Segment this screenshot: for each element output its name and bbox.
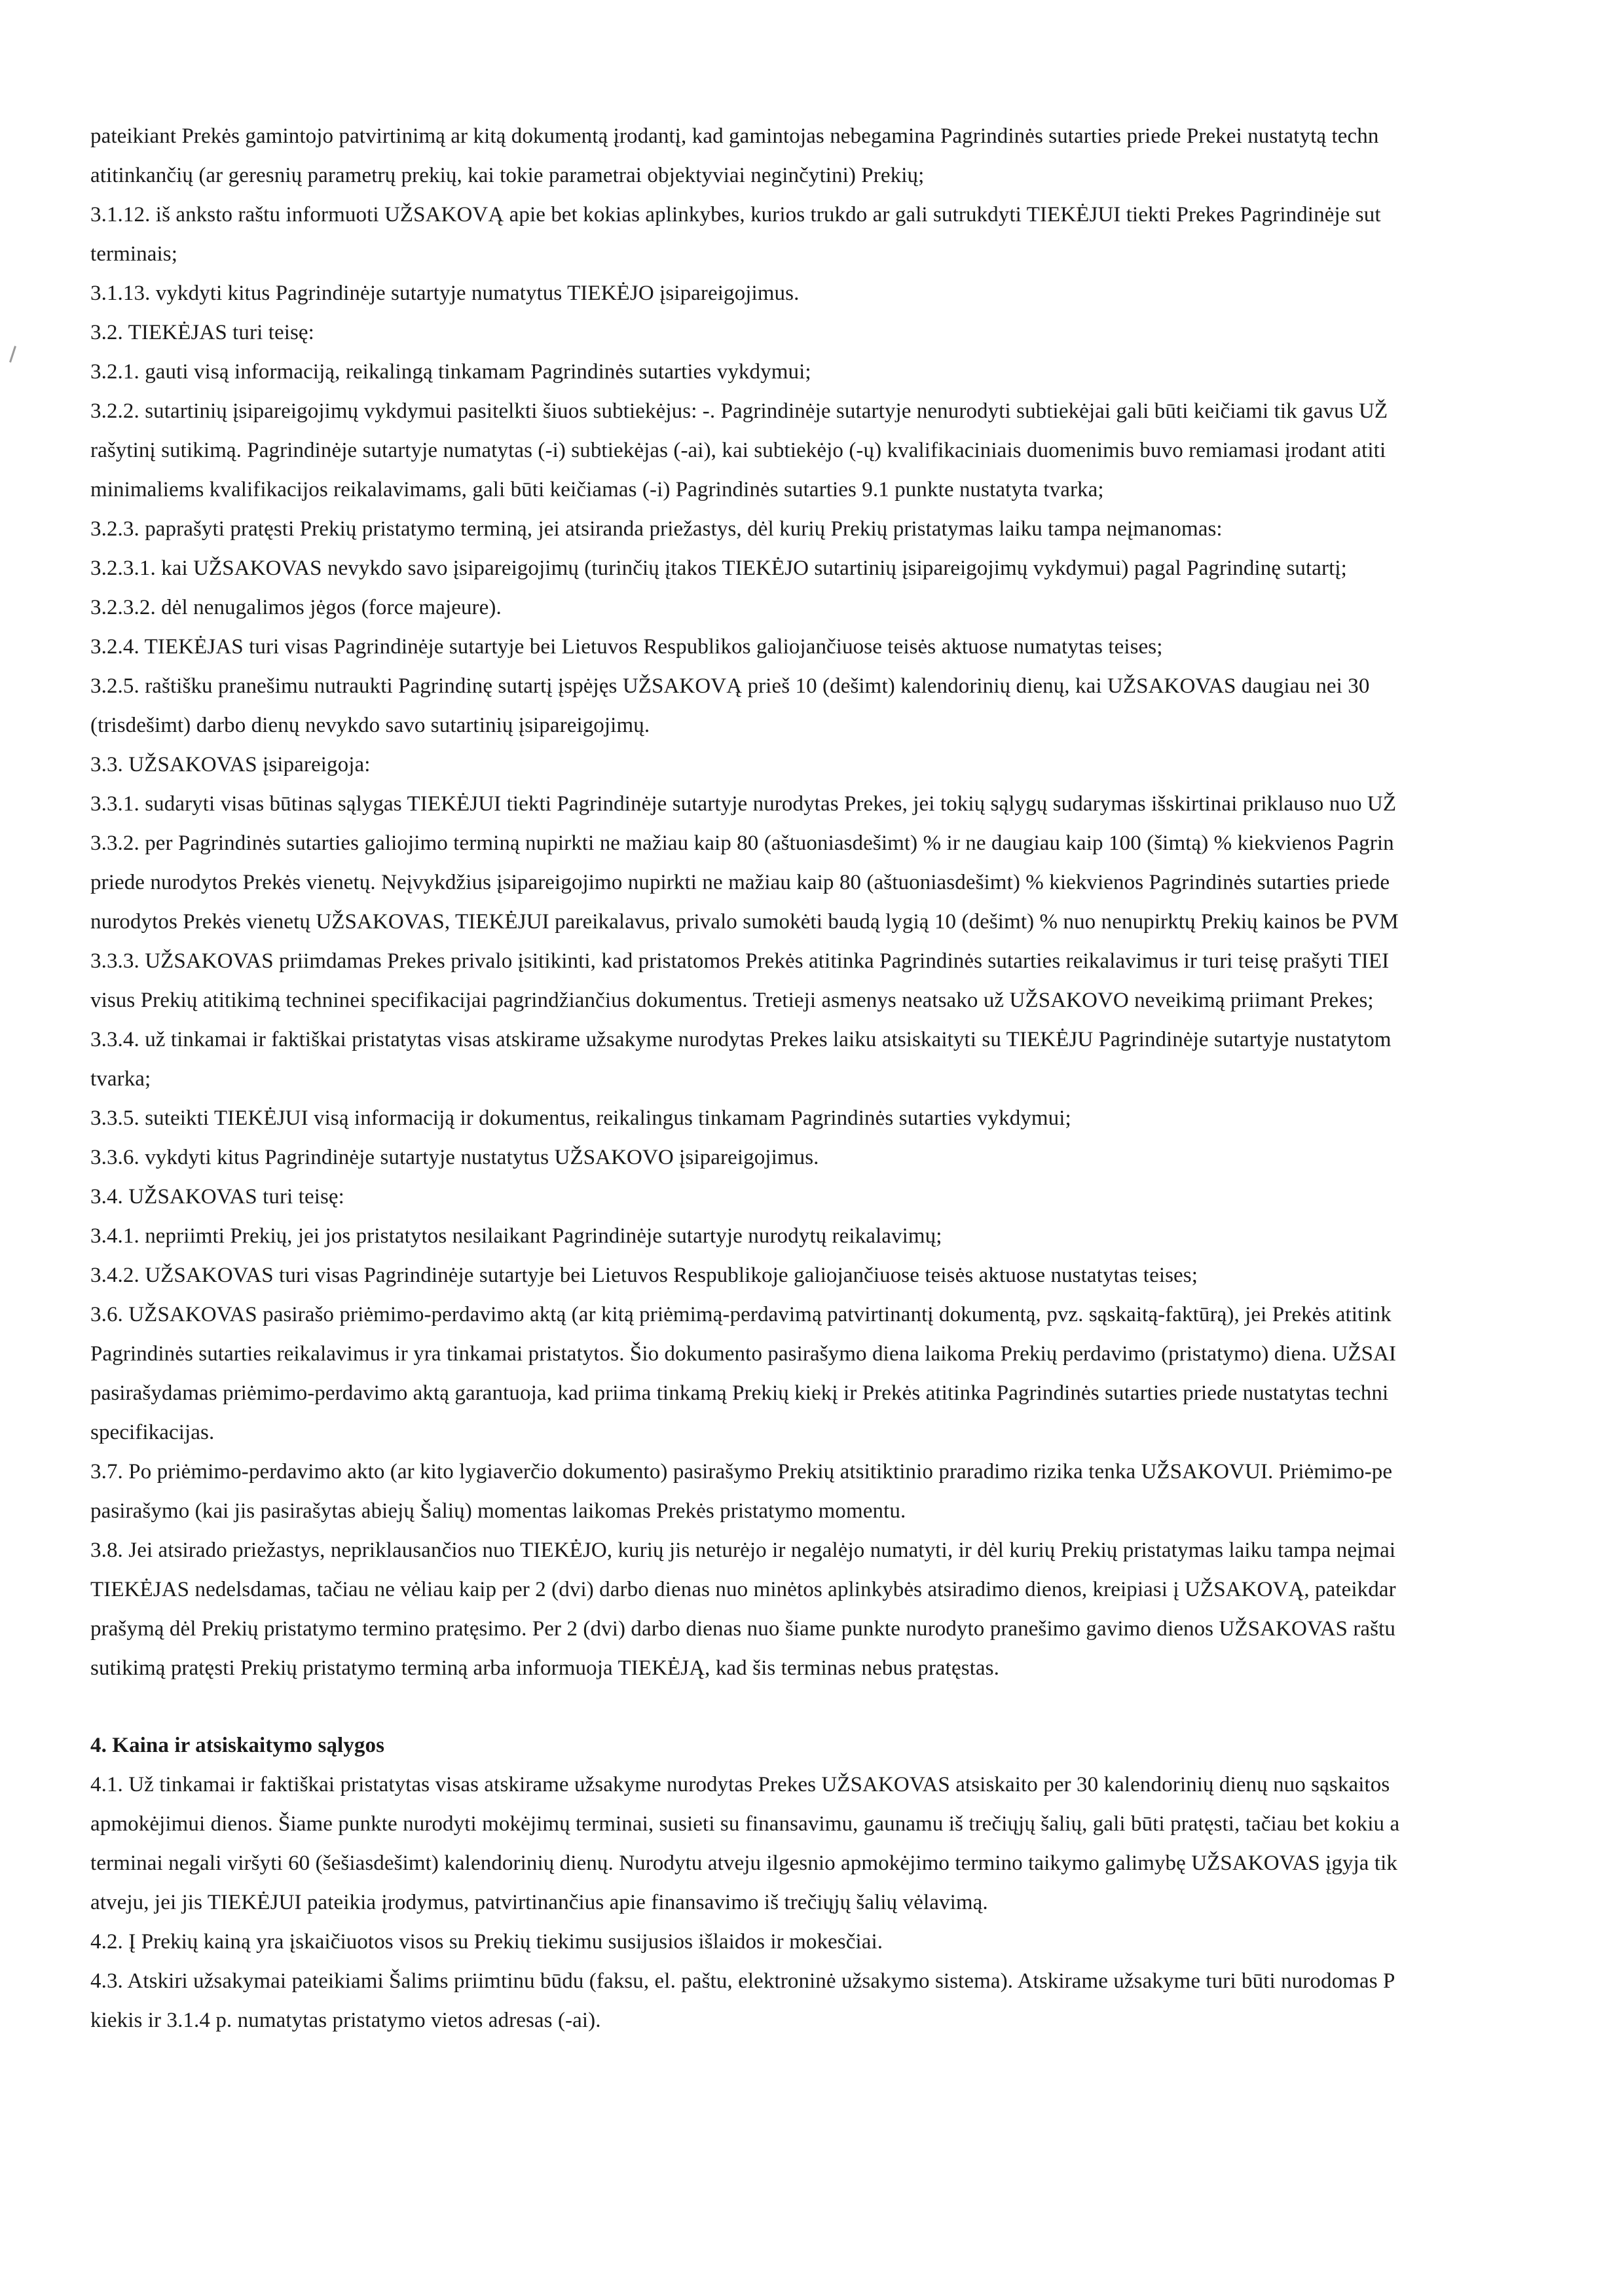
text-line: 3.2.1. gauti visą informaciją, reikalingą tinkamam Pagrindinės sutarties vykdymui; — [90, 360, 811, 384]
text-line: 3.2.2. sutartinių įsipareigojimų vykdymui pasitelkti šiuos subtiekėjus: -. Pagrindinėje sutartyje nenurodyti subtiekėjai gali būti keičiami tik gavus UŽ — [90, 399, 1388, 423]
text-line: sutikimą pratęsti Prekių pristatymo terminą arba informuoja TIEKĖJĄ, kad šis terminas nebus pratęstas. — [90, 1656, 999, 1680]
section-gap — [90, 1688, 1624, 1726]
text-line: pateikiant Prekės gamintojo patvirtinimą ar kitą dokumentą įrodantį, kad gamintojas nebegamina Pagrindinės sutarties priede Prekei nustatytą techn — [90, 124, 1379, 148]
text-line: 3.4. UŽSAKOVAS turi teisę: — [90, 1185, 344, 1209]
text-line: nurodytos Prekės vienetų UŽSAKOVAS, TIEKĖJUI pareikalavus, privalo sumokėti baudą lygią 10 (dešimt) % nuo nenupirktų Prekių kainos be PVM — [90, 910, 1399, 934]
text-line: apmokėjimui dienos. Šiame punkte nurodyti mokėjimų terminai, susieti su finansavimu, gaunamu iš trečiųjų šalių, gali būti pratęsti, tačiau bet kokiu a — [90, 1812, 1400, 1836]
text-line: Pagrindinės sutarties reikalavimus ir yra tinkamai pristatytos. Šio dokumento pasirašymo diena laikoma Prekių perdavimo (pristatymo) diena. UŽSAI — [90, 1342, 1397, 1366]
text-line: 4.1. Už tinkamai ir faktiškai pristatytas visas atskirame užsakyme nurodytas Prekes UŽSAKOVAS atsiskaito per 30 kalendorinių dienų nuo sąskaitos — [90, 1773, 1390, 1796]
text-line: 3.2.5. raštišku pranešimu nutraukti Pagrindinę sutartį įspėjęs UŽSAKOVĄ prieš 10 (dešimt) kalendorinių dienų, kai UŽSAKOVAS daugiau nei 30 — [90, 674, 1370, 698]
text-line: 3.2.3. paprašyti pratęsti Prekių pristatymo terminą, jei atsiranda priežastys, dėl kurių Prekių pristatymas laiku tampa neįmanomas: — [90, 517, 1223, 541]
text-line: 3.2. TIEKĖJAS turi teisę: — [90, 321, 314, 344]
scan-mark — [9, 346, 16, 363]
text-line: 4.2. Į Prekių kainą yra įskaičiuotos visos su Prekių tiekimu susijusios išlaidos ir mokesčiai. — [90, 1930, 883, 1954]
text-line: specifikacijas. — [90, 1421, 215, 1444]
text-line: 3.3.2. per Pagrindinės sutarties galiojimo terminą nupirkti ne mažiau kaip 80 (aštuoniasdešimt) % ir ne daugiau kaip 100 (šimtą) % kiekvienos Pagrin — [90, 831, 1394, 855]
text-line: 3.1.12. iš anksto raštu informuoti UŽSAKOVĄ apie bet kokias aplinkybes, kurios trukdo ar gali sutrukdyti TIEKĖJUI tiekti Prekes Pagrindinėje sut — [90, 203, 1381, 227]
text-line: 3.2.4. TIEKĖJAS turi visas Pagrindinėje sutartyje bei Lietuvos Respublikos galiojančiuose teisės aktuose numatytas teises; — [90, 635, 1163, 659]
text-line: rašytinį sutikimą. Pagrindinėje sutartyje numatytas (-i) subtiekėjas (-ai), kai subtiekėjo (-ų) kvalifikaciniais duomenimis buvo remiamasi įrodant atiti — [90, 439, 1386, 462]
text-line: prašymą dėl Prekių pristatymo termino pratęsimo. Per 2 (dvi) darbo dienas nuo šiame punkte nurodyto pranešimo gavimo dienos UŽSAKOVAS raštu — [90, 1617, 1395, 1641]
text-line: 3.7. Po priėmimo-perdavimo akto (ar kito lygiaverčio dokumento) pasirašymo Prekių atsitiktinio praradimo rizika tenka UŽSAKOVUI. Priėmimo-pe — [90, 1460, 1393, 1484]
text-line: pasirašymo (kai jis pasirašytas abiejų Šalių) momentas laikomas Prekės pristatymo momentu. — [90, 1499, 906, 1523]
text-line: 3.4.1. nepriimti Prekių, jei jos pristatytos nesilaikant Pagrindinėje sutartyje nurodytų reikalavimų; — [90, 1224, 942, 1248]
text-line: atveju, jei jis TIEKĖJUI pateikia įrodymus, patvirtinančius apie finansavimo iš trečiųjų šalių vėlavimą. — [90, 1891, 988, 1914]
text-line: (trisdešimt) darbo dienų nevykdo savo sutartinių įsipareigojimų. — [90, 714, 650, 737]
text-line: terminais; — [90, 242, 177, 266]
text-line: TIEKĖJAS nedelsdamas, tačiau ne vėliau kaip per 2 (dvi) darbo dienas nuo minėtos aplinkybės atsiradimo dienos, kreipiasi į UŽSAKOVĄ, pateikdar — [90, 1578, 1396, 1601]
text-line: kiekis ir 3.1.4 p. numatytas pristatymo vietos adresas (-ai). — [90, 2009, 601, 2032]
text-line: 3.4.2. UŽSAKOVAS turi visas Pagrindinėje sutartyje bei Lietuvos Respublikoje galiojančiuose teisės aktuose nustatytas teises; — [90, 1264, 1198, 1287]
text-line: 3.8. Jei atsirado priežastys, nepriklausančios nuo TIEKĖJO, kurių jis neturėjo ir negalėjo numatyti, ir dėl kurių Prekių pristatymas laiku tampa neįmai — [90, 1539, 1396, 1562]
text-line: 3.2.3.2. dėl nenugalimos jėgos (force majeure). — [90, 596, 502, 619]
text-line: visus Prekių atitikimą techninei specifikacijai pagrindžiančius dokumentus. Tretieji asmenys neatsako už UŽSAKOVO neveikimą priimant Prekes; — [90, 989, 1374, 1012]
section-heading: 4. Kaina ir atsiskaitymo sąlygos — [90, 1734, 385, 1757]
text-line: minimaliems kvalifikacijos reikalavimams, gali būti keičiamas (-i) Pagrindinės sutarties 9.1 punkte nustatyta tvarka; — [90, 478, 1104, 501]
text-line: terminai negali viršyti 60 (šešiasdešimt) kalendorinių dienų. Nurodytu atveju ilgesnio apmokėjimo termino taikymo galimybę UŽSAKOVAS įgyja tik — [90, 1851, 1398, 1875]
text-line: 3.1.13. vykdyti kitus Pagrindinėje sutartyje numatytus TIEKĖJO įsipareigojimus. — [90, 282, 800, 305]
text-line: tvarka; — [90, 1067, 151, 1091]
text-line: 3.3. UŽSAKOVAS įsipareigoja: — [90, 753, 371, 776]
document-body — [90, 117, 1624, 2040]
text-line: priede nurodytos Prekės vienetų. Neįvykdžius įsipareigojimo nupirkti ne mažiau kaip 80 (aštuoniasdešimt) % kiekvienos Pagrindinės sutarties priede — [90, 871, 1390, 894]
text-line: 3.2.3.1. kai UŽSAKOVAS nevykdo savo įsipareigojimų (turinčių įtakos TIEKĖJO sutartinių įsipareigojimų vykdymui) pagal Pagrindinę sutartį; — [90, 556, 1347, 580]
text-line: 4.3. Atskiri užsakymai pateikiami Šalims priimtinu būdu (faksu, el. paštu, elektroninė užsakymo sistema). Atskirame užsakyme turi būti nurodomas P — [90, 1969, 1395, 1993]
text-line: 3.3.6. vykdyti kitus Pagrindinėje sutartyje nustatytus UŽSAKOVO įsipareigojimus. — [90, 1146, 819, 1169]
text-line: 3.3.3. UŽSAKOVAS priimdamas Prekes privalo įsitikinti, kad pristatomos Prekės atitinka Pagrindinės sutarties reikalavimus ir turi teisę prašyti TIEI — [90, 949, 1390, 973]
text-line: 3.3.4. už tinkamai ir faktiškai pristatytas visas atskirame užsakyme nurodytas Prekes laiku atsiskaityti su TIEKĖJU Pagrindinėje sutartyje nustatytom — [90, 1028, 1392, 1051]
text-line: 3.3.5. suteikti TIEKĖJUI visą informaciją ir dokumentus, reikalingus tinkamam Pagrindinės sutarties vykdymui; — [90, 1106, 1071, 1130]
text-line: 3.6. UŽSAKOVAS pasirašo priėmimo-perdavimo aktą (ar kitą priėmimą-perdavimą patvirtinantį dokumentą, pvz. sąskaitą-faktūrą), jei Prekės atitink — [90, 1303, 1392, 1326]
text-line: pasirašydamas priėmimo-perdavimo aktą garantuoja, kad priima tinkamą Prekių kiekį ir Prekės atitinka Pagrindinės sutarties priede nustatytas techni — [90, 1381, 1389, 1405]
text-line: 3.3.1. sudaryti visas būtinas sąlygas TIEKĖJUI tiekti Pagrindinėje sutartyje nurodytas Prekes, jei tokių sąlygų sudarymas išskirtinai priklauso nuo UŽ — [90, 792, 1397, 816]
text-line: atitinkančių (ar geresnių parametrų prekių, kai tokie parametrai objektyviai neginčytini) Prekių; — [90, 164, 925, 187]
